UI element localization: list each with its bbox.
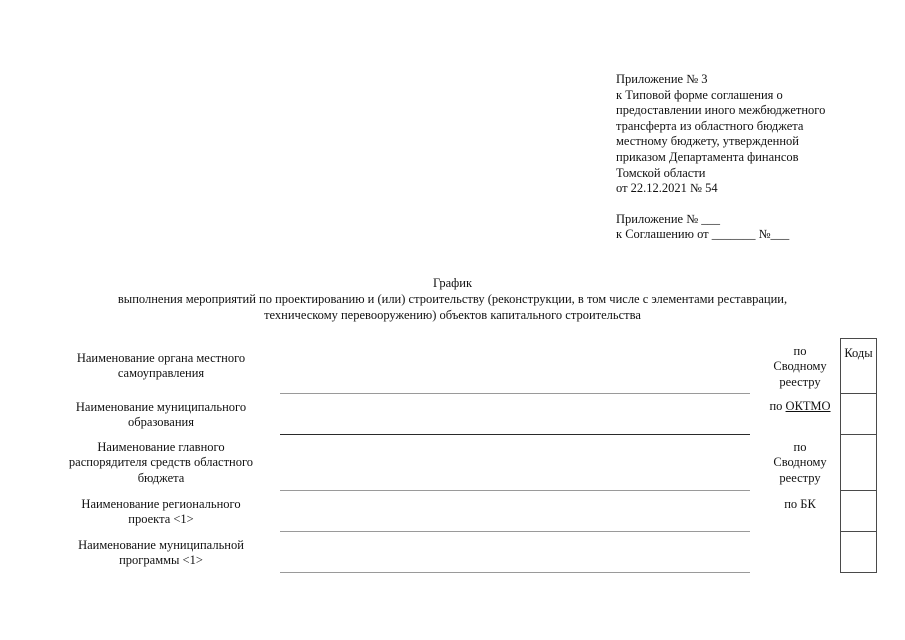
label-municipal-program bbox=[58, 538, 264, 569]
appendix-line: к Типовой форме соглашения о bbox=[616, 87, 783, 102]
code-descriptor-text: реестру bbox=[779, 470, 821, 485]
agreement-reference: к Соглашению от _______ №___ bbox=[616, 227, 790, 242]
label-text: образования bbox=[128, 415, 194, 430]
code-descriptor-text: Сводному bbox=[773, 359, 827, 374]
label-text: Наименование муниципальной bbox=[78, 538, 244, 552]
code-descriptor-text: по bbox=[769, 399, 786, 413]
title-heading: График bbox=[432, 276, 473, 290]
fill-line-regional-project[interactable] bbox=[280, 531, 750, 532]
title-line: техническому перевооружению) объектов капитального строительства bbox=[264, 307, 641, 322]
fill-line-local-government[interactable] bbox=[280, 393, 750, 394]
appendix-line: Томской области bbox=[616, 165, 706, 180]
appendix-line: приказом Департамента финансов bbox=[616, 149, 799, 164]
appendix-line: предоставлении иного межбюджетного bbox=[616, 103, 826, 118]
fill-line-budget-administrator[interactable] bbox=[280, 490, 750, 491]
spacer bbox=[616, 197, 825, 212]
label-text: программы <1> bbox=[119, 553, 203, 568]
label-budget-administrator bbox=[58, 440, 264, 486]
appendix-line: местному бюджету, утвержденной bbox=[616, 134, 799, 149]
code-descriptor-consolidated-registry bbox=[760, 344, 840, 390]
oktmo-link[interactable]: ОКТМО bbox=[785, 399, 831, 413]
code-descriptor-consolidated-registry bbox=[760, 440, 840, 486]
code-descriptor-oktmo bbox=[760, 399, 840, 414]
label-local-government bbox=[58, 351, 264, 382]
appendix-header bbox=[616, 72, 825, 243]
code-cell[interactable] bbox=[840, 490, 877, 532]
code-cell[interactable] bbox=[840, 531, 877, 573]
appendix-line: трансферта из областного бюджета bbox=[616, 118, 804, 133]
fill-line-municipality[interactable] bbox=[280, 434, 750, 435]
code-descriptor-bk bbox=[760, 497, 840, 512]
fill-line-municipal-program[interactable] bbox=[280, 572, 750, 573]
label-text: Наименование главного bbox=[97, 440, 225, 454]
label-regional-project bbox=[58, 497, 264, 528]
title-line: выполнения мероприятий по проектированию и (или) строительству (реконструкции, в том числе с элементами реставрации, bbox=[117, 291, 788, 306]
code-cell[interactable] bbox=[840, 434, 877, 491]
code-descriptor-text: по БК bbox=[784, 497, 816, 511]
label-text: Наименование органа местного bbox=[76, 351, 246, 365]
label-municipality bbox=[58, 400, 264, 431]
codes-header: Коды bbox=[840, 338, 877, 394]
label-text: распорядителя средств областного bbox=[68, 455, 254, 470]
agreement-appendix-number: Приложение № ___ bbox=[616, 211, 721, 226]
label-text: бюджета bbox=[137, 470, 185, 485]
label-text: самоуправления bbox=[117, 366, 205, 381]
label-text: Наименование муниципального bbox=[75, 400, 247, 414]
code-descriptor-text: реестру bbox=[779, 374, 821, 389]
code-cell[interactable] bbox=[840, 393, 877, 435]
code-descriptor-text: Сводному bbox=[773, 455, 827, 470]
code-descriptor-text: по bbox=[793, 440, 807, 454]
document-title bbox=[60, 276, 845, 323]
label-text: Наименование регионального bbox=[81, 497, 241, 511]
appendix-line: от 22.12.2021 № 54 bbox=[616, 181, 718, 196]
code-descriptor-text: по bbox=[793, 344, 807, 358]
appendix-line: Приложение № 3 bbox=[616, 72, 708, 86]
label-text: проекта <1> bbox=[128, 512, 194, 527]
